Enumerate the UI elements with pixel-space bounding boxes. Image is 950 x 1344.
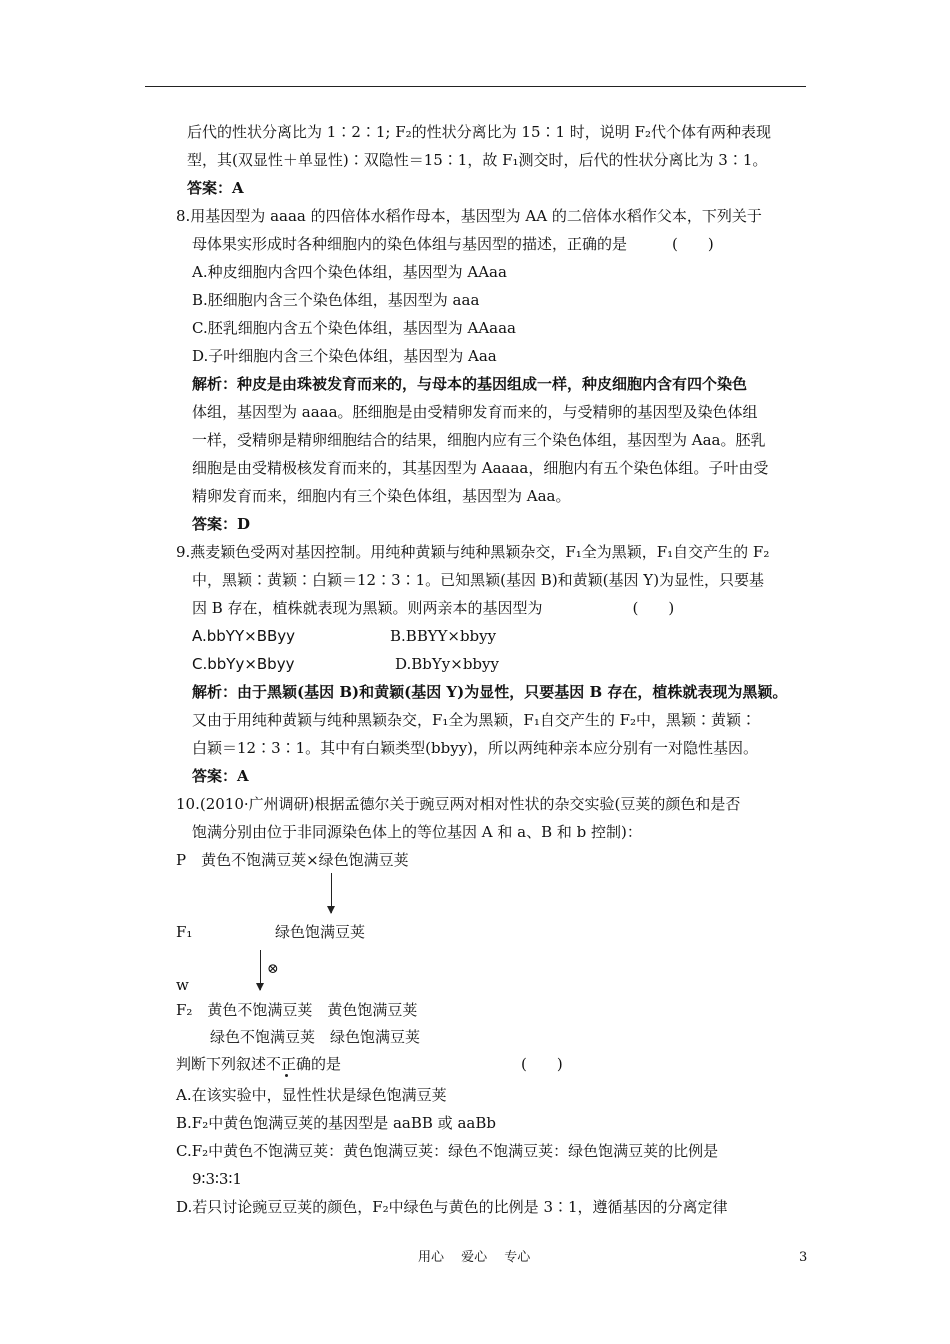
text-line: 又由于用纯种黄颖与纯种黑颖杂交，F₁全为黑颖，F₁自交产生的 F₂中，黑颖∶黄颖∶ <box>192 711 757 729</box>
text-line: 10.(2010·广州调研)根据孟德尔关于豌豆两对相对性状的杂交实验(豆荚的颜色和是否 <box>176 795 741 813</box>
text-line: A.bbYY×BByy <box>192 627 296 645</box>
text-line: B.胚细胞内含三个染色体组，基因型为 aaa <box>192 291 480 309</box>
emphasis-dot <box>285 1074 288 1077</box>
text-line: 后代的性状分离比为 1∶2∶1; F₂的性状分离比为 15∶1 时，说明 F₂代个体有两种表现 <box>187 123 771 141</box>
text-line: D.BbYy×bbyy <box>395 655 499 673</box>
text-line: 判断下列叙述不正确的是 ( ) <box>176 1055 563 1073</box>
text-line: F₁ <box>176 923 193 941</box>
text-line: C.bbYy×Bbyy <box>192 655 295 673</box>
text-line: P 黄色不饱满豆荚×绿色饱满豆荚 <box>176 851 409 869</box>
text-line: 白颖＝12∶3∶1。其中有白颖类型(bbyy)，所以两纯种亲本应分别有一对隐性基因。 <box>192 739 759 757</box>
text-line: 饱满分别由位于非同源染色体上的等位基因 A 和 a、B 和 b 控制)： <box>192 823 642 841</box>
text-line: A.在该实验中，显性性状是绿色饱满豆荚 <box>176 1086 447 1104</box>
text-line: w <box>176 976 189 994</box>
text-line: 绿色不饱满豆荚 绿色饱满豆荚 <box>210 1028 421 1046</box>
selfing-symbol: ⊗ <box>267 961 279 977</box>
text-line: D.子叶细胞内含三个染色体组，基因型为 Aaa <box>192 347 497 365</box>
text-line: 因 B 存在，植株就表现为黑颖。则两亲本的基因型为 ( ) <box>192 599 675 617</box>
text-line: 绿色饱满豆荚 <box>275 923 366 941</box>
text-line: 9∶3∶3∶1 <box>192 1170 242 1188</box>
text-line: 8.用基因型为 aaaa 的四倍体水稻作母本，基因型为 AA 的二倍体水稻作父本，下列关于 <box>176 207 762 225</box>
text-line: 中，黑颖∶黄颖∶白颖＝12∶3∶1。已知黑颖(基因 B)和黄颖(基因 Y)为显性，只要基 <box>192 571 765 589</box>
text-line: 精卵发育而来，细胞内有三个染色体组，基因型为 Aaa。 <box>192 487 571 505</box>
page-number: 3 <box>799 1250 808 1265</box>
text-line: 解析：由于黑颖(基因 B)和黄颖(基因 Y)为显性，只要基因 B 存在，植株就表现为黑颖。 <box>192 683 788 701</box>
text-line: 体组，基因型为 aaaa。胚细胞是由受精卵发育而来的，与受精卵的基因型及染色体组 <box>192 403 758 421</box>
text-line: B.BBYY×bbyy <box>390 627 497 645</box>
p-to-f1-arrow <box>331 873 332 913</box>
text-line: C.胚乳细胞内含五个染色体组，基因型为 AAaaa <box>192 319 516 337</box>
footer-motto: 用心 爱心 专心 <box>418 1250 531 1265</box>
text-line: 解析：种皮是由珠被发育而来的，与母本的基因组成一样，种皮细胞内含有四个染色 <box>192 375 748 393</box>
text-line: 一样，受精卵是精卵细胞结合的结果，细胞内应有三个染色体组，基因型为 Aaa。胚乳 <box>192 431 766 449</box>
text-line: 答案：D <box>192 515 251 533</box>
text-line: 型，其(双显性＋单显性)∶双隐性＝15∶1，故 F₁测交时，后代的性状分离比为 3∶1。 <box>187 151 768 169</box>
header-rule <box>145 86 806 87</box>
text-line: C.F₂中黄色不饱满豆荚：黄色饱满豆荚：绿色不饱满豆荚：绿色饱满豆荚的比例是 <box>176 1142 719 1160</box>
text-line: F₂ 黄色不饱满豆荚 黄色饱满豆荚 <box>176 1001 418 1019</box>
f1-to-f2-arrow <box>260 950 261 990</box>
text-line: 答案：A <box>192 767 249 785</box>
text-line: D.若只讨论豌豆豆荚的颜色，F₂中绿色与黄色的比例是 3∶1，遵循基因的分离定律 <box>176 1198 728 1216</box>
text-line: B.F₂中黄色饱满豆荚的基因型是 aaBB 或 aaBb <box>176 1114 496 1132</box>
text-line: 答案：A <box>187 179 244 197</box>
text-line: 9.燕麦颖色受两对基因控制。用纯种黄颖与纯种黑颖杂交，F₁全为黑颖，F₁自交产生的 F₂ <box>176 543 770 561</box>
text-line: A.种皮细胞内含四个染色体组，基因型为 AAaa <box>192 263 507 281</box>
text-line: 细胞是由受精极核发育而来的，其基因型为 Aaaaa，细胞内有五个染色体组。子叶由受 <box>192 459 769 477</box>
text-line: 母体果实形成时各种细胞内的染色体组与基因型的描述，正确的是 ( ) <box>192 235 714 253</box>
